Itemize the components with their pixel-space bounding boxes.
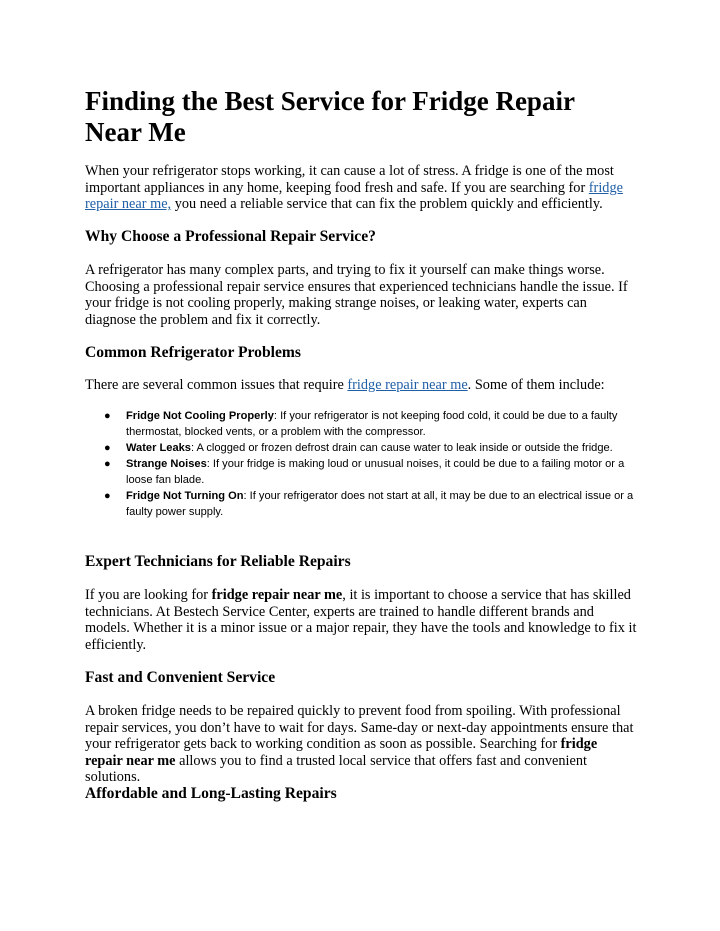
section-heading-common-problems: Common Refrigerator Problems bbox=[85, 344, 301, 361]
intro-text-end: you need a reliable service that can fix the problem quickly and efficiently. bbox=[171, 196, 603, 213]
list-item bbox=[104, 408, 636, 440]
bullet-icon: ● bbox=[104, 442, 111, 454]
list-item-text: : If your refrigerator is not keeping food cold, it could be due to a faulty thermostat, blocked vents, or a problem with the compressor. bbox=[126, 410, 618, 438]
problem-list bbox=[104, 408, 636, 520]
page-title: Finding the Best Service for Fridge Repair Near Me bbox=[85, 86, 575, 147]
section-paragraph-common-problems bbox=[85, 377, 637, 394]
list-item-text: : If your fridge is making loud or unusual noises, it could be due to a failing motor or a loose fan blade. bbox=[126, 458, 625, 486]
list-item-term: Water Leaks bbox=[126, 442, 191, 454]
fast-text-start: A broken fridge needs to be repaired quickly to prevent food from spoiling. With professional repair services, you don’t have to wait for days. Same-day or next-day appointments ensure that your refrigerator gets back to working condition as soon as possible. Searching for bbox=[85, 703, 634, 753]
common-text-end: . Some of them include: bbox=[467, 377, 605, 393]
intro-paragraph bbox=[85, 163, 637, 213]
section-heading-fast-service: Fast and Convenient Service bbox=[85, 669, 276, 686]
bullet-icon: ● bbox=[104, 490, 111, 502]
fast-bold-keyword: fridge repair near me bbox=[85, 736, 598, 769]
section-paragraph-expert-technicians bbox=[85, 587, 637, 653]
fast-text-end: allows you to find a trusted local service that offers fast and convenient solutions. bbox=[85, 752, 587, 786]
list-item-text: : A clogged or frozen defrost drain can cause water to leak inside or outside the fridge. bbox=[190, 442, 613, 454]
list-item-term: Fridge Not Turning On bbox=[126, 490, 244, 502]
list-item-term: Strange Noises bbox=[126, 458, 207, 470]
intro-text-start: When your refrigerator stops working, it can cause a lot of stress. A fridge is one of the most important appliances in any home, keeping food fresh and safe. If you are searching for bbox=[85, 163, 614, 196]
intro-link[interactable]: fridge repair near me, bbox=[85, 179, 623, 213]
list-item-term: Fridge Not Cooling Properly bbox=[126, 410, 274, 422]
common-problems-link[interactable]: fridge repair near me bbox=[347, 377, 468, 393]
expert-text-end: , it is important to choose a service that has skilled technicians. At Bestech Service Center, experts are trained to handle different brands and models. Whether it is a minor issue or a major repair, they have the tools and knowledge to fix it efficiently. bbox=[85, 587, 637, 653]
bullet-icon: ● bbox=[104, 410, 111, 422]
section-heading-why-professional: Why Choose a Professional Repair Service? bbox=[85, 228, 376, 245]
common-text-start: There are several common issues that require bbox=[85, 377, 348, 393]
section-heading-affordable-repairs: Affordable and Long-Lasting Repairs bbox=[85, 785, 337, 802]
section-heading-expert-technicians: Expert Technicians for Reliable Repairs bbox=[85, 553, 351, 570]
list-item bbox=[104, 440, 636, 456]
expert-bold-keyword: fridge repair near me bbox=[211, 587, 343, 603]
section-paragraph-fast-service bbox=[85, 703, 637, 786]
section-paragraph-why-professional: A refrigerator has many complex parts, and trying to fix it yourself can make things worse. Choosing a professional repair service ensures that experienced technicians handle the issue. If your fridge is not cooling properly, making strange noises, or leaking water, experts can diagnose the problem and fix it correctly. bbox=[85, 262, 628, 328]
expert-text-start: If you are looking for bbox=[85, 587, 212, 603]
list-item-text: : If your refrigerator does not start at all, it may be due to an electrical issue or a faulty power supply. bbox=[126, 490, 634, 518]
list-item bbox=[104, 456, 636, 488]
bullet-icon: ● bbox=[104, 458, 111, 470]
list-item bbox=[104, 488, 636, 520]
